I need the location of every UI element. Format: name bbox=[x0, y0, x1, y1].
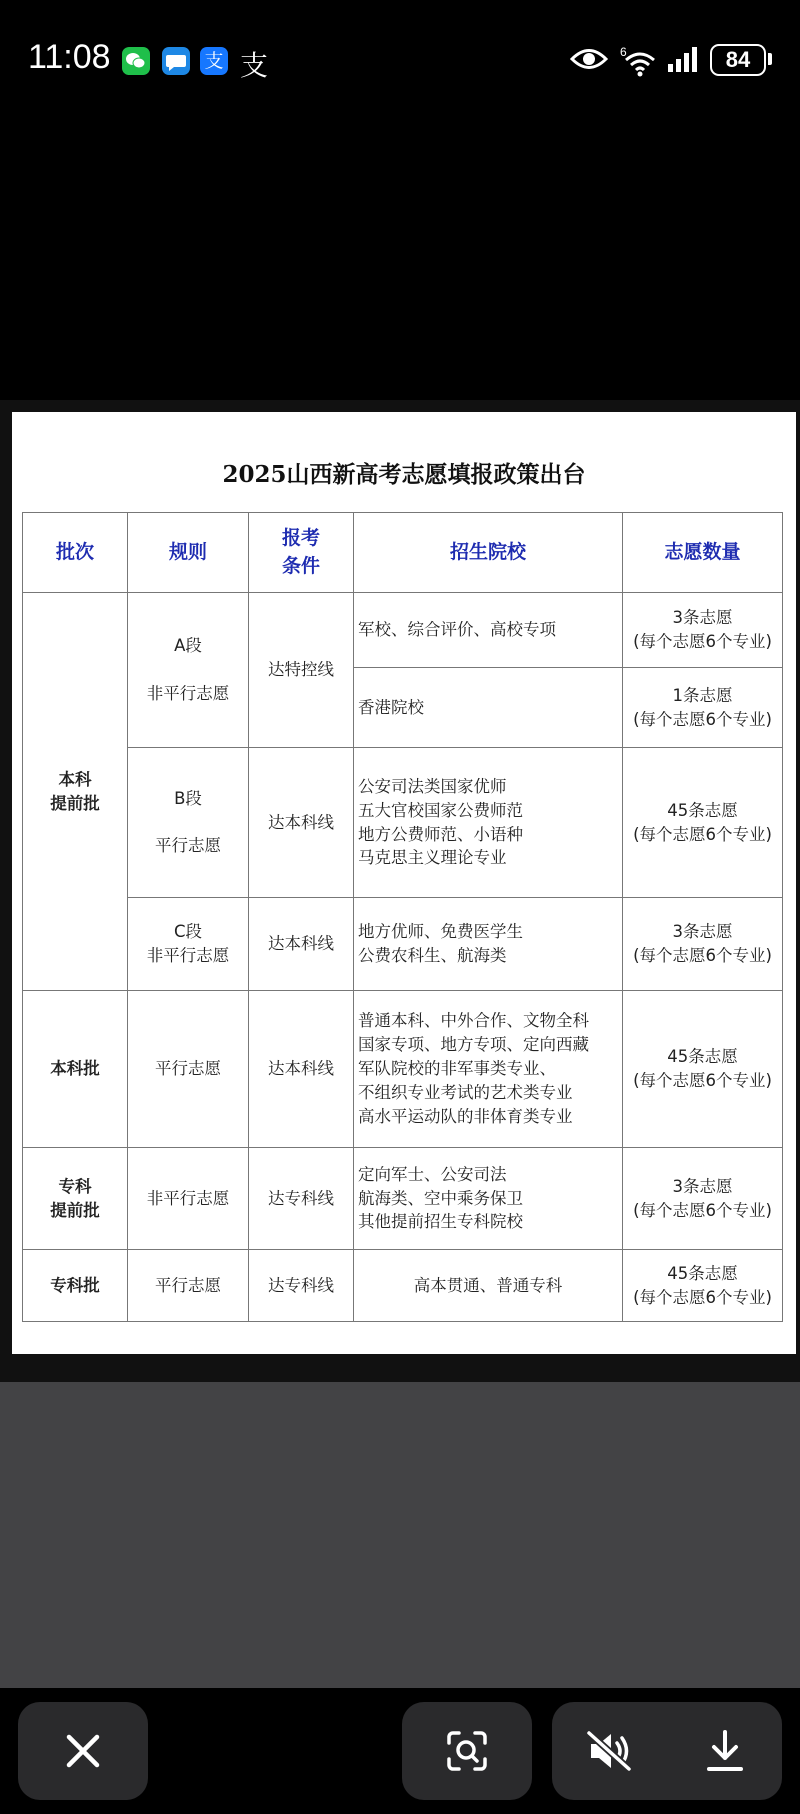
table-row bbox=[23, 1250, 783, 1322]
condition-b: 达本科线 bbox=[249, 748, 354, 898]
wifi-icon bbox=[620, 44, 660, 82]
wechat-icon bbox=[122, 47, 150, 75]
count-ben: 45条志愿 (每个志愿6个专业) bbox=[623, 991, 783, 1148]
schools-b: 公安司法类国家优师 五大官校国家公费师范 地方公费师范、小语种 马克思主义理论专业 bbox=[354, 748, 623, 898]
condition-zhuan-early: 达专科线 bbox=[249, 1148, 354, 1250]
lens-search-button[interactable] bbox=[402, 1702, 532, 1800]
status-bar bbox=[0, 0, 800, 120]
lens-search-icon bbox=[445, 1729, 489, 1773]
header-schools: 招生院校 bbox=[354, 513, 623, 593]
header-batch: 批次 bbox=[23, 513, 128, 593]
download-button[interactable] bbox=[667, 1702, 782, 1800]
message-icon bbox=[162, 47, 190, 75]
policy-table bbox=[22, 512, 783, 1322]
close-button[interactable] bbox=[18, 1702, 148, 1800]
rule-c: C段 非平行志愿 bbox=[128, 898, 249, 991]
signal-icon bbox=[666, 46, 702, 78]
close-icon bbox=[63, 1731, 103, 1771]
rule-ben: 平行志愿 bbox=[128, 991, 249, 1148]
rule-b: B段 平行志愿 bbox=[128, 748, 249, 898]
count-c: 3条志愿 (每个志愿6个专业) bbox=[623, 898, 783, 991]
status-time: 11:08 bbox=[28, 38, 111, 76]
rule-a: A段 非平行志愿 bbox=[128, 593, 249, 748]
image-viewer[interactable] bbox=[0, 400, 800, 1382]
condition-zhuan: 达专科线 bbox=[249, 1250, 354, 1322]
schools-ben: 普通本科、中外合作、文物全科 国家专项、地方专项、定向西藏 军队院校的非军事类专业、 不组织专业考试的艺术类专业 高水平运动队的非体育类专业 bbox=[354, 991, 623, 1148]
count-b: 45条志愿 (每个志愿6个专业) bbox=[623, 748, 783, 898]
document-image bbox=[12, 412, 796, 1354]
schools-c: 地方优师、免费医学生 公费农科生、航海类 bbox=[354, 898, 623, 991]
eye-icon bbox=[570, 46, 608, 76]
rule-zhuan: 平行志愿 bbox=[128, 1250, 249, 1322]
schools-zhuan: 高本贯通、普通专科 bbox=[354, 1250, 623, 1322]
document-title: 2025山西新高考志愿填报政策出台 bbox=[222, 461, 586, 488]
batch-zhuan: 专科批 bbox=[23, 1250, 128, 1322]
condition-ben: 达本科线 bbox=[249, 991, 354, 1148]
batch-ben: 本科批 bbox=[23, 991, 128, 1148]
battery-icon: 84 bbox=[710, 44, 766, 76]
media-controls bbox=[552, 1702, 782, 1800]
alipay-text-icon: 支 bbox=[240, 49, 269, 82]
schools-zhuan-early: 定向军士、公安司法 航海类、空中乘务保卫 其他提前招生专科院校 bbox=[354, 1148, 623, 1250]
schools-a1: 军校、综合评价、高校专项 bbox=[354, 593, 623, 668]
count-a1: 3条志愿 (每个志愿6个专业) bbox=[623, 593, 783, 668]
table-row bbox=[23, 1148, 783, 1250]
count-a2: 1条志愿 (每个志愿6个专业) bbox=[623, 668, 783, 748]
table-row bbox=[23, 593, 783, 668]
table-header-row bbox=[23, 513, 783, 593]
schools-a2: 香港院校 bbox=[354, 668, 623, 748]
count-zhuan: 45条志愿 (每个志愿6个专业) bbox=[623, 1250, 783, 1322]
mute-button[interactable] bbox=[552, 1702, 667, 1800]
table-row bbox=[23, 991, 783, 1148]
battery-tip bbox=[768, 53, 772, 65]
table-row bbox=[23, 748, 783, 898]
alipay-icon: 支 bbox=[200, 47, 228, 75]
wifi-label: 6 bbox=[620, 45, 627, 59]
count-zhuan-early: 3条志愿 (每个志愿6个专业) bbox=[623, 1148, 783, 1250]
condition-c: 达本科线 bbox=[249, 898, 354, 991]
batch-zhuan-early: 专科 提前批 bbox=[23, 1148, 128, 1250]
header-condition: 报考 条件 bbox=[249, 513, 354, 593]
table-row bbox=[23, 898, 783, 991]
condition-a: 达特控线 bbox=[249, 593, 354, 748]
batch-ben-early: 本科 提前批 bbox=[23, 593, 128, 991]
header-rule: 规则 bbox=[128, 513, 249, 593]
viewer-background bbox=[0, 1382, 800, 1688]
header-count: 志愿数量 bbox=[623, 513, 783, 593]
mute-icon bbox=[585, 1729, 635, 1773]
rule-zhuan-early: 非平行志愿 bbox=[128, 1148, 249, 1250]
download-icon bbox=[703, 1728, 747, 1774]
